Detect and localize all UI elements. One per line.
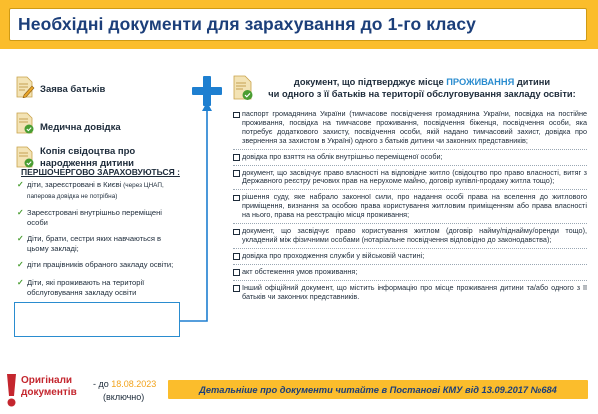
check-icon: ✓ [17,278,24,287]
list-item: ✓ діти працівників обраного закладу освіти; [17,260,174,269]
list-item: Інший офіційний документ, що містить інформацію про місце проживання дитини та/або одного з її батьків чи законних представників. [233,284,587,302]
originals-label: Оригінали документів [21,375,77,398]
list-item: ✓ Діти, брати, сестри яких навчаються в цьому закладі; [17,234,162,253]
checkbox-icon [233,170,240,177]
check-icon: ✓ [17,260,24,269]
page-title: Необхідні документи для зарахування до 1-го класу [18,14,477,34]
highlight-frame [14,302,180,337]
checkbox-icon [233,154,240,161]
list-item: документ, що засвідчує право користування житлом (договір найму/піднайму/оренди тощо), укладений між фізичними особами (нотаріальне посвідчення відповідно до законодавства); [233,227,587,245]
list-item: паспорт громадянина України (тимчасове посвідчення громадянина України, посвідка на постійне проживання, посвідка на тимчасове проживання, посвідчення біженця, посвідчення особи, яка потребує додаткового захисту, посвідчення особи, якій надано тимчасовий захист, довідка про звернення за захистом в Україні) одного з батьків дитини чи законних представників; [233,110,587,146]
footer-note-bar [168,380,588,399]
deadline-text: - до 18.08.2023 [93,379,157,389]
list-item: рішення суду, яке набрало законної сили, про надання особі права на вселення до житлового приміщення, визнання за особою права користування житловим приміщенням або права власності на нього, права на реєстрацію місця проживання; [233,193,587,220]
pen-document-icon [15,76,35,98]
priority-title: ПЕРШОЧЕРГОВО ЗАРАХОВУЮТЬСЯ : [21,167,180,177]
list-item: документ, що засвідчує право власності на відповідне житло (свідоцтво про право власності, витяг з Державного реєстру речових прав на нерухоме майно, договір купівлі-продажу житла тощо); [233,169,587,187]
title-box [9,8,587,41]
list-item: акт обстеження умов проживання; [233,268,587,277]
check-icon: ✓ [17,180,24,189]
certificate-document-icon [15,146,35,168]
residence-heading: документ, що підтверджує місце ПРОЖИВАННЯ дитини чи одного з її батьків на території обслуговування закладу освіти: [268,77,576,99]
header-bar [0,0,598,49]
check-icon: ✓ [17,208,24,217]
checkbox-icon [233,112,240,119]
checkbox-icon [233,195,240,202]
checkbox-icon [233,269,240,276]
check-icon: ✓ [17,234,24,243]
priority-list [17,180,177,304]
residence-documents-list [233,110,587,302]
checkbox-icon [233,253,240,260]
checkbox-icon [233,285,240,292]
footer-note: Детальніше про документи читайте в Постанові КМУ від 13.09.2017 №684 [199,384,557,395]
medical-document-icon [15,112,35,134]
residence-document-icon [232,75,254,101]
doc-medical-label: Медична довідка [40,122,121,133]
connector-arrow [178,100,218,325]
doc-application-label: Заява батьків [40,84,106,95]
doc-birth-certificate-label: Копія свідоцтва про народження дитини [40,146,136,169]
list-item: довідка про проходження служби у військовій частині; [233,252,587,261]
list-item: ✓ Зареєстровані внутрішньо переміщені особи [17,208,162,227]
list-item: ✓ діти, зареєстровані в Києві (через ЦНАП, паперова довідка не потрібна) [17,180,164,200]
checkbox-icon [233,229,240,236]
exclamation-icon [5,372,18,408]
plus-icon [192,76,222,106]
list-item: довідка про взяття на облік внутрішньо переміщеної особи; [233,153,587,162]
deadline-inclusive: (включно) [103,392,145,402]
list-item-highlighted: ✓ Діти, які проживають на території обслуговування закладу освіти [17,278,145,297]
